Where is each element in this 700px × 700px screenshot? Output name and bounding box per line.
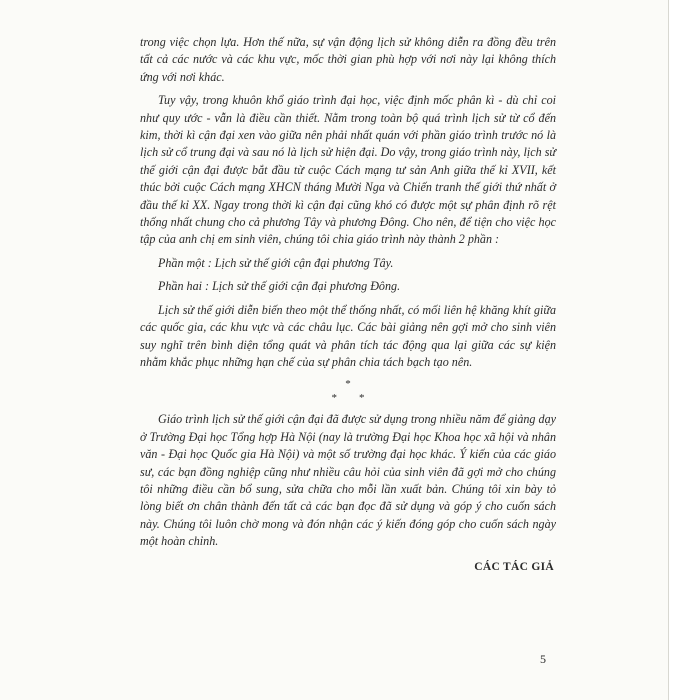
paragraph-unity: Lịch sử thế giới diễn biến theo một thể thống nhất, có mối liên hệ khăng khít giữa các quốc gia, các khu vực và các châu lục. Các bài giảng nên gợi mở cho sinh viên suy nghĩ trên bình diện tổng quát và phân tích tác động qua lại giữa các sự kiện nhằm khắc phục những hạn chế của sự phân chia tách bạch tạo nên.: [140, 302, 556, 369]
body-text: [140, 34, 556, 576]
separator-bottom-left-star: *: [331, 392, 337, 405]
section-separator: [140, 377, 556, 405]
separator-top-star: *: [345, 378, 351, 391]
paragraph-periodization: Tuy vậy, trong khuôn khổ giáo trình đại học, việc định mốc phân kì - dù chỉ coi như quy ước - vẫn là điều cần thiết. Nằm trong toàn bộ quá trình lịch sử từ cổ đến kim, thời kì cận đại xen vào giữa nên phải nhất quán với phần giáo trình trước nó là lịch sử cổ trung đại và sau nó là lịch sử hiện đại. Do vậy, trong giáo trình này, lịch sử thế giới cận đại được bắt đầu từ cuộc Cách mạng tư sản Anh giữa thế kỉ XVII, kết thúc bởi cuộc Cách mạng XHCN tháng Mười Nga và Chiến tranh thế giới thứ nhất ở đầu thế kỉ XX. Ngay trong thời kì cận đại cũng khó có được một sự phân định rõ rệt thống nhất chung cho cả phương Tây và phương Đông. Cho nên, để tiện cho việc học tập của anh chị em sinh viên, chúng tôi chia giáo trình này thành 2 phần :: [140, 93, 556, 247]
part-one-line: Phần một : Lịch sử thế giới cận đại phương Tây.: [158, 255, 394, 270]
page-edge: [668, 0, 700, 700]
part-two-line: Phần hai : Lịch sử thế giới cận đại phương Đông.: [158, 279, 401, 294]
paragraph-continuation: trong việc chọn lựa. Hơn thế nữa, sự vận động lịch sử không diễn ra đồng đều trên tất cả các nước và các khu vực, mốc thời gian phù hợp với nơi này lại không thích ứng với nơi khác.: [140, 35, 556, 84]
separator-bottom-stars: [140, 391, 556, 405]
authors-signature: CÁC TÁC GIẢ: [474, 560, 554, 573]
separator-bottom-right-star: *: [359, 392, 365, 405]
page-number: 5: [540, 652, 546, 666]
paragraph-acknowledgement: Giáo trình lịch sử thế giới cận đại đã được sử dụng trong nhiều năm để giảng dạy ở Trường Đại học Tổng hợp Hà Nội (nay là trường Đại học Khoa học xã hội và nhân văn - Đại học Quốc gia Hà Nội) và một số trường đại học khác. Ý kiến của các giáo sư, các bạn đồng nghiệp cũng như nhiều câu hỏi của sinh viên đã gợi mở cho chúng tôi những điều cần bổ sung, sửa chữa cho mỗi lần xuất bản. Chúng tôi xin bày tỏ lòng biết ơn chân thành đến tất cả các bạn đọc đã sử dụng và góp ý cho cuốn sách này. Chúng tôi luôn chờ mong và đón nhận các ý kiến đóng góp cho cuốn sách ngày một hoàn chỉnh.: [140, 412, 556, 549]
